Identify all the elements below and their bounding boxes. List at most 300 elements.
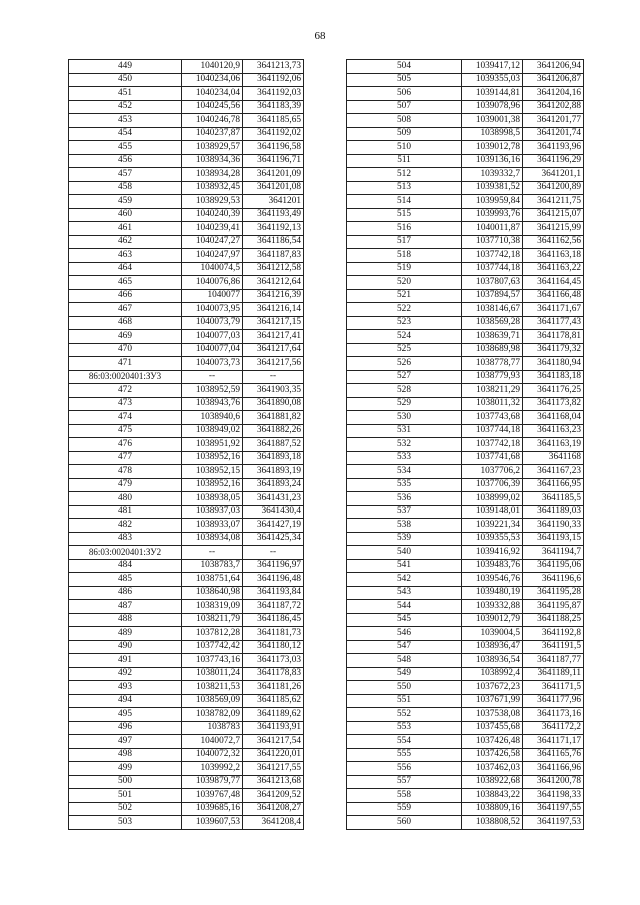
x-coordinate-cell: 1038998,5 <box>462 127 523 141</box>
point-number-cell: 451 <box>69 87 182 101</box>
point-number-cell: 485 <box>69 573 182 587</box>
point-number-cell: 532 <box>347 438 462 452</box>
parcel-id-cell: 86:03:0020401:ЗУ2 <box>69 546 182 560</box>
table-row <box>347 249 584 263</box>
table-row <box>69 586 304 600</box>
point-number-cell: 550 <box>347 681 462 695</box>
point-number-cell: 490 <box>69 640 182 654</box>
y-coordinate-cell: 3641215,99 <box>523 222 584 236</box>
point-number-cell: 504 <box>347 60 462 74</box>
y-coordinate-cell: 3641163,22 <box>523 262 584 276</box>
point-number-cell: 452 <box>69 100 182 114</box>
y-coordinate-cell: 3641881,82 <box>243 411 304 425</box>
point-number-cell: 551 <box>347 694 462 708</box>
point-number-cell: 479 <box>69 478 182 492</box>
point-number-cell: 540 <box>347 546 462 560</box>
x-coordinate-cell: 1038783,7 <box>182 559 243 573</box>
y-coordinate-cell: 3641893,24 <box>243 478 304 492</box>
x-coordinate-cell: 1040073,95 <box>182 303 243 317</box>
table-row <box>347 478 584 492</box>
x-coordinate-cell: -- <box>182 370 243 384</box>
point-number-cell: 467 <box>69 303 182 317</box>
table-row <box>69 316 304 330</box>
x-coordinate-cell: 1037706,39 <box>462 478 523 492</box>
x-coordinate-cell: 1040072,32 <box>182 748 243 762</box>
x-coordinate-cell: 1039480,19 <box>462 586 523 600</box>
point-number-cell: 464 <box>69 262 182 276</box>
y-coordinate-cell: 3641192,06 <box>243 73 304 87</box>
y-coordinate-cell: 3641173,82 <box>523 397 584 411</box>
y-coordinate-cell: 3641180,12 <box>243 640 304 654</box>
table-row <box>347 168 584 182</box>
y-coordinate-cell: 3641189,62 <box>243 708 304 722</box>
table-row <box>69 451 304 465</box>
table-row <box>69 465 304 479</box>
x-coordinate-cell: 1038922,68 <box>462 775 523 789</box>
point-number-cell: 522 <box>347 303 462 317</box>
y-coordinate-cell: 3641173,03 <box>243 654 304 668</box>
point-number-cell: 516 <box>347 222 462 236</box>
table-row <box>69 235 304 249</box>
x-coordinate-cell: 1039607,53 <box>182 816 243 830</box>
y-coordinate-cell: 3641177,43 <box>523 316 584 330</box>
x-coordinate-cell: 1040234,04 <box>182 87 243 101</box>
point-number-cell: 528 <box>347 384 462 398</box>
point-number-cell: 535 <box>347 478 462 492</box>
table-row <box>69 411 304 425</box>
x-coordinate-cell: 1037742,18 <box>462 438 523 452</box>
y-coordinate-cell: 3641192,03 <box>243 87 304 101</box>
y-coordinate-cell: 3641171,67 <box>523 303 584 317</box>
table-row <box>347 613 584 627</box>
x-coordinate-cell: 1038949,02 <box>182 424 243 438</box>
table-row <box>69 87 304 101</box>
y-coordinate-cell: 3641201,09 <box>243 168 304 182</box>
table-row <box>69 667 304 681</box>
table-row <box>69 289 304 303</box>
table-row <box>347 276 584 290</box>
y-coordinate-cell: 3641180,94 <box>523 357 584 371</box>
y-coordinate-cell: 3641176,25 <box>523 384 584 398</box>
table-row <box>347 627 584 641</box>
y-coordinate-cell: 3641882,26 <box>243 424 304 438</box>
x-coordinate-cell: 1038936,54 <box>462 654 523 668</box>
point-number-cell: 523 <box>347 316 462 330</box>
point-number-cell: 544 <box>347 600 462 614</box>
x-coordinate-cell: 1038843,22 <box>462 789 523 803</box>
x-coordinate-cell: 1037672,23 <box>462 681 523 695</box>
x-coordinate-cell: 1037894,57 <box>462 289 523 303</box>
y-coordinate-cell: 3641193,84 <box>243 586 304 600</box>
y-coordinate-cell: 3641427,19 <box>243 519 304 533</box>
point-number-cell: 481 <box>69 505 182 519</box>
point-number-cell: 518 <box>347 249 462 263</box>
table-row <box>69 141 304 155</box>
y-coordinate-cell: 3641172,2 <box>523 721 584 735</box>
point-number-cell: 496 <box>69 721 182 735</box>
x-coordinate-cell: 1038778,77 <box>462 357 523 371</box>
x-coordinate-cell: 1039012,78 <box>462 141 523 155</box>
y-coordinate-cell: 3641166,96 <box>523 762 584 776</box>
point-number-cell: 466 <box>69 289 182 303</box>
table-row <box>347 721 584 735</box>
point-number-cell: 453 <box>69 114 182 128</box>
y-coordinate-cell: 3641178,81 <box>523 330 584 344</box>
point-number-cell: 475 <box>69 424 182 438</box>
x-coordinate-cell: 1037743,16 <box>182 654 243 668</box>
table-row <box>347 640 584 654</box>
table-row <box>347 343 584 357</box>
x-coordinate-cell: 1038952,16 <box>182 451 243 465</box>
table-row <box>69 249 304 263</box>
y-coordinate-cell: 3641166,95 <box>523 478 584 492</box>
coordinates-table-right <box>346 59 584 830</box>
x-coordinate-cell: 1039221,34 <box>462 519 523 533</box>
x-coordinate-cell: 1040077,04 <box>182 343 243 357</box>
point-number-cell: 539 <box>347 532 462 546</box>
table-row <box>69 100 304 114</box>
table-row <box>69 613 304 627</box>
point-number-cell: 538 <box>347 519 462 533</box>
x-coordinate-cell: 1040240,39 <box>182 208 243 222</box>
x-coordinate-cell: 1038940,6 <box>182 411 243 425</box>
point-number-cell: 505 <box>347 73 462 87</box>
table-row <box>347 654 584 668</box>
table-row <box>347 208 584 222</box>
y-coordinate-cell: 3641215,07 <box>523 208 584 222</box>
point-number-cell: 527 <box>347 370 462 384</box>
x-coordinate-cell: 1038933,07 <box>182 519 243 533</box>
table-row <box>69 519 304 533</box>
y-coordinate-cell: 3641183,18 <box>523 370 584 384</box>
y-coordinate-cell: 3641202,88 <box>523 100 584 114</box>
point-number-cell: 491 <box>69 654 182 668</box>
table-row <box>69 627 304 641</box>
y-coordinate-cell: 3641206,87 <box>523 73 584 87</box>
point-number-cell: 472 <box>69 384 182 398</box>
coordinates-table-left <box>68 59 304 830</box>
y-coordinate-cell: 3641196,6 <box>523 573 584 587</box>
x-coordinate-cell: 1040077 <box>182 289 243 303</box>
point-number-cell: 482 <box>69 519 182 533</box>
point-number-cell: 517 <box>347 235 462 249</box>
point-number-cell: 512 <box>347 168 462 182</box>
x-coordinate-cell: 1040237,87 <box>182 127 243 141</box>
y-coordinate-cell: 3641212,64 <box>243 276 304 290</box>
point-number-cell: 555 <box>347 748 462 762</box>
x-coordinate-cell: 1038936,47 <box>462 640 523 654</box>
table-row <box>347 708 584 722</box>
point-number-cell: 477 <box>69 451 182 465</box>
table-row <box>347 424 584 438</box>
point-number-cell: 468 <box>69 316 182 330</box>
table-row <box>347 438 584 452</box>
table-row <box>347 222 584 236</box>
x-coordinate-cell: 1040120,9 <box>182 60 243 74</box>
y-coordinate-cell: 3641887,52 <box>243 438 304 452</box>
y-coordinate-cell: 3641217,55 <box>243 762 304 776</box>
table-row <box>69 168 304 182</box>
y-coordinate-cell: 3641181,26 <box>243 681 304 695</box>
table-row <box>347 492 584 506</box>
y-coordinate-cell: 3641204,16 <box>523 87 584 101</box>
table-row <box>69 573 304 587</box>
y-coordinate-cell: 3641191,5 <box>523 640 584 654</box>
x-coordinate-cell: 1037741,68 <box>462 451 523 465</box>
point-number-cell: 455 <box>69 141 182 155</box>
table-row <box>347 735 584 749</box>
point-number-cell: 556 <box>347 762 462 776</box>
table-row <box>347 195 584 209</box>
x-coordinate-cell: 1039767,48 <box>182 789 243 803</box>
table-row <box>347 397 584 411</box>
point-number-cell: 536 <box>347 492 462 506</box>
x-coordinate-cell: 1038146,67 <box>462 303 523 317</box>
table-row <box>347 100 584 114</box>
point-number-cell: 513 <box>347 181 462 195</box>
table-row <box>347 573 584 587</box>
y-coordinate-cell: 3641212,58 <box>243 262 304 276</box>
x-coordinate-cell: 1038934,08 <box>182 532 243 546</box>
y-coordinate-cell: 3641168,04 <box>523 411 584 425</box>
table-row <box>347 802 584 816</box>
table-row <box>347 303 584 317</box>
x-coordinate-cell: 1038011,24 <box>182 667 243 681</box>
x-coordinate-cell: 1039992,2 <box>182 762 243 776</box>
y-coordinate-cell: 3641173,16 <box>523 708 584 722</box>
x-coordinate-cell: 1039001,38 <box>462 114 523 128</box>
y-coordinate-cell: 3641196,29 <box>523 154 584 168</box>
x-coordinate-cell: 1039417,12 <box>462 60 523 74</box>
point-number-cell: 497 <box>69 735 182 749</box>
parcel-id-cell: 86:03:0020401:ЗУ3 <box>69 370 182 384</box>
table-row <box>69 397 304 411</box>
y-coordinate-cell: 3641166,48 <box>523 289 584 303</box>
y-coordinate-cell: 3641162,56 <box>523 235 584 249</box>
table-row <box>347 154 584 168</box>
x-coordinate-cell: 1040247,27 <box>182 235 243 249</box>
table-row <box>347 600 584 614</box>
x-coordinate-cell: 1037671,99 <box>462 694 523 708</box>
section-row <box>69 546 304 560</box>
point-number-cell: 524 <box>347 330 462 344</box>
y-coordinate-cell: 3641200,78 <box>523 775 584 789</box>
x-coordinate-cell: 1040077,03 <box>182 330 243 344</box>
x-coordinate-cell: 1039416,92 <box>462 546 523 560</box>
point-number-cell: 510 <box>347 141 462 155</box>
x-coordinate-cell: 1038934,36 <box>182 154 243 168</box>
table-row <box>69 735 304 749</box>
y-coordinate-cell: 3641186,45 <box>243 613 304 627</box>
y-coordinate-cell: 3641185,5 <box>523 492 584 506</box>
table-row <box>69 127 304 141</box>
y-coordinate-cell: 3641201,74 <box>523 127 584 141</box>
table-row <box>69 492 304 506</box>
point-number-cell: 553 <box>347 721 462 735</box>
point-number-cell: 533 <box>347 451 462 465</box>
x-coordinate-cell: 1037462,03 <box>462 762 523 776</box>
x-coordinate-cell: 1039546,76 <box>462 573 523 587</box>
table-row <box>69 775 304 789</box>
y-coordinate-cell: 3641201,1 <box>523 168 584 182</box>
y-coordinate-cell: 3641893,18 <box>243 451 304 465</box>
table-row <box>347 357 584 371</box>
point-number-cell: 492 <box>69 667 182 681</box>
point-number-cell: 559 <box>347 802 462 816</box>
point-number-cell: 541 <box>347 559 462 573</box>
x-coordinate-cell: 1038929,53 <box>182 195 243 209</box>
point-number-cell: 449 <box>69 60 182 74</box>
x-coordinate-cell: 1038932,45 <box>182 181 243 195</box>
x-coordinate-cell: 1039332,88 <box>462 600 523 614</box>
x-coordinate-cell: 1038937,03 <box>182 505 243 519</box>
x-coordinate-cell: 1037538,08 <box>462 708 523 722</box>
y-coordinate-cell: 3641187,83 <box>243 249 304 263</box>
y-coordinate-cell: 3641217,54 <box>243 735 304 749</box>
point-number-cell: 506 <box>347 87 462 101</box>
table-row <box>347 748 584 762</box>
y-coordinate-cell: 3641193,91 <box>243 721 304 735</box>
y-coordinate-cell: 3641208,27 <box>243 802 304 816</box>
x-coordinate-cell: 1040011,87 <box>462 222 523 236</box>
point-number-cell: 526 <box>347 357 462 371</box>
table-row <box>347 762 584 776</box>
table-row <box>69 694 304 708</box>
x-coordinate-cell: 1037812,28 <box>182 627 243 641</box>
point-number-cell: 463 <box>69 249 182 263</box>
point-number-cell: 521 <box>347 289 462 303</box>
x-coordinate-cell: 1038211,79 <box>182 613 243 627</box>
point-number-cell: 495 <box>69 708 182 722</box>
y-coordinate-cell: 3641164,45 <box>523 276 584 290</box>
table-row <box>347 262 584 276</box>
table-row <box>69 424 304 438</box>
table-row <box>69 195 304 209</box>
x-coordinate-cell: 1039685,16 <box>182 802 243 816</box>
table-row <box>69 262 304 276</box>
x-coordinate-cell: 1037744,18 <box>462 424 523 438</box>
table-row <box>347 532 584 546</box>
point-number-cell: 515 <box>347 208 462 222</box>
y-coordinate-cell: 3641903,35 <box>243 384 304 398</box>
point-number-cell: 525 <box>347 343 462 357</box>
x-coordinate-cell: 1039879,77 <box>182 775 243 789</box>
table-row <box>347 546 584 560</box>
x-coordinate-cell: 1039355,03 <box>462 73 523 87</box>
y-coordinate-cell: 3641198,33 <box>523 789 584 803</box>
y-coordinate-cell: 3641171,17 <box>523 735 584 749</box>
table-row <box>347 235 584 249</box>
x-coordinate-cell: 1037706,2 <box>462 465 523 479</box>
y-coordinate-cell: 3641197,53 <box>523 816 584 830</box>
point-number-cell: 534 <box>347 465 462 479</box>
table-row <box>69 681 304 695</box>
y-coordinate-cell: 3641193,15 <box>523 532 584 546</box>
y-coordinate-cell: 3641195,06 <box>523 559 584 573</box>
y-coordinate-cell: 3641196,71 <box>243 154 304 168</box>
table-row <box>69 505 304 519</box>
x-coordinate-cell: 1038809,16 <box>462 802 523 816</box>
point-number-cell: 498 <box>69 748 182 762</box>
point-number-cell: 558 <box>347 789 462 803</box>
x-coordinate-cell: 1039004,5 <box>462 627 523 641</box>
point-number-cell: 543 <box>347 586 462 600</box>
y-coordinate-cell: 3641217,56 <box>243 357 304 371</box>
y-coordinate-cell: 3641893,19 <box>243 465 304 479</box>
table-row <box>347 775 584 789</box>
x-coordinate-cell: 1038782,09 <box>182 708 243 722</box>
point-number-cell: 509 <box>347 127 462 141</box>
x-coordinate-cell: 1038952,59 <box>182 384 243 398</box>
y-coordinate-cell: 3641425,34 <box>243 532 304 546</box>
x-coordinate-cell: 1037710,38 <box>462 235 523 249</box>
point-number-cell: 471 <box>69 357 182 371</box>
table-row <box>347 789 584 803</box>
x-coordinate-cell: 1038938,05 <box>182 492 243 506</box>
y-coordinate-cell: 3641217,15 <box>243 316 304 330</box>
x-coordinate-cell: 1037426,48 <box>462 735 523 749</box>
point-number-cell: 549 <box>347 667 462 681</box>
y-coordinate-cell: 3641185,62 <box>243 694 304 708</box>
x-coordinate-cell: 1040073,73 <box>182 357 243 371</box>
table-row <box>69 789 304 803</box>
point-number-cell: 484 <box>69 559 182 573</box>
point-number-cell: 458 <box>69 181 182 195</box>
y-coordinate-cell: 3641206,94 <box>523 60 584 74</box>
point-number-cell: 542 <box>347 573 462 587</box>
x-coordinate-cell: 1038569,28 <box>462 316 523 330</box>
table-row <box>69 802 304 816</box>
point-number-cell: 499 <box>69 762 182 776</box>
y-coordinate-cell: -- <box>243 546 304 560</box>
y-coordinate-cell: 3641201,08 <box>243 181 304 195</box>
x-coordinate-cell: 1038943,76 <box>182 397 243 411</box>
x-coordinate-cell: 1038011,32 <box>462 397 523 411</box>
x-coordinate-cell: 1040234,06 <box>182 73 243 87</box>
table-row <box>347 559 584 573</box>
y-coordinate-cell: 3641179,32 <box>523 343 584 357</box>
page-number: 68 <box>314 30 326 42</box>
table-row <box>347 127 584 141</box>
x-coordinate-cell: 1040245,56 <box>182 100 243 114</box>
y-coordinate-cell: 3641193,96 <box>523 141 584 155</box>
y-coordinate-cell: 3641194,7 <box>523 546 584 560</box>
y-coordinate-cell: 3641201,77 <box>523 114 584 128</box>
y-coordinate-cell: 3641177,96 <box>523 694 584 708</box>
table-row <box>347 465 584 479</box>
x-coordinate-cell: 1039483,76 <box>462 559 523 573</box>
table-row <box>69 438 304 452</box>
table-row <box>69 708 304 722</box>
point-number-cell: 462 <box>69 235 182 249</box>
x-coordinate-cell: 1038952,16 <box>182 478 243 492</box>
table-row <box>347 73 584 87</box>
y-coordinate-cell: 3641189,03 <box>523 505 584 519</box>
y-coordinate-cell: 3641187,77 <box>523 654 584 668</box>
x-coordinate-cell: 1037455,68 <box>462 721 523 735</box>
table-row <box>69 721 304 735</box>
x-coordinate-cell: 1038779,93 <box>462 370 523 384</box>
y-coordinate-cell: 3641190,33 <box>523 519 584 533</box>
x-coordinate-cell: 1039144,81 <box>462 87 523 101</box>
table-row <box>347 816 584 830</box>
point-number-cell: 473 <box>69 397 182 411</box>
table-row <box>69 154 304 168</box>
point-number-cell: 503 <box>69 816 182 830</box>
table-row <box>347 87 584 101</box>
table-row <box>347 519 584 533</box>
x-coordinate-cell: 1038783 <box>182 721 243 735</box>
